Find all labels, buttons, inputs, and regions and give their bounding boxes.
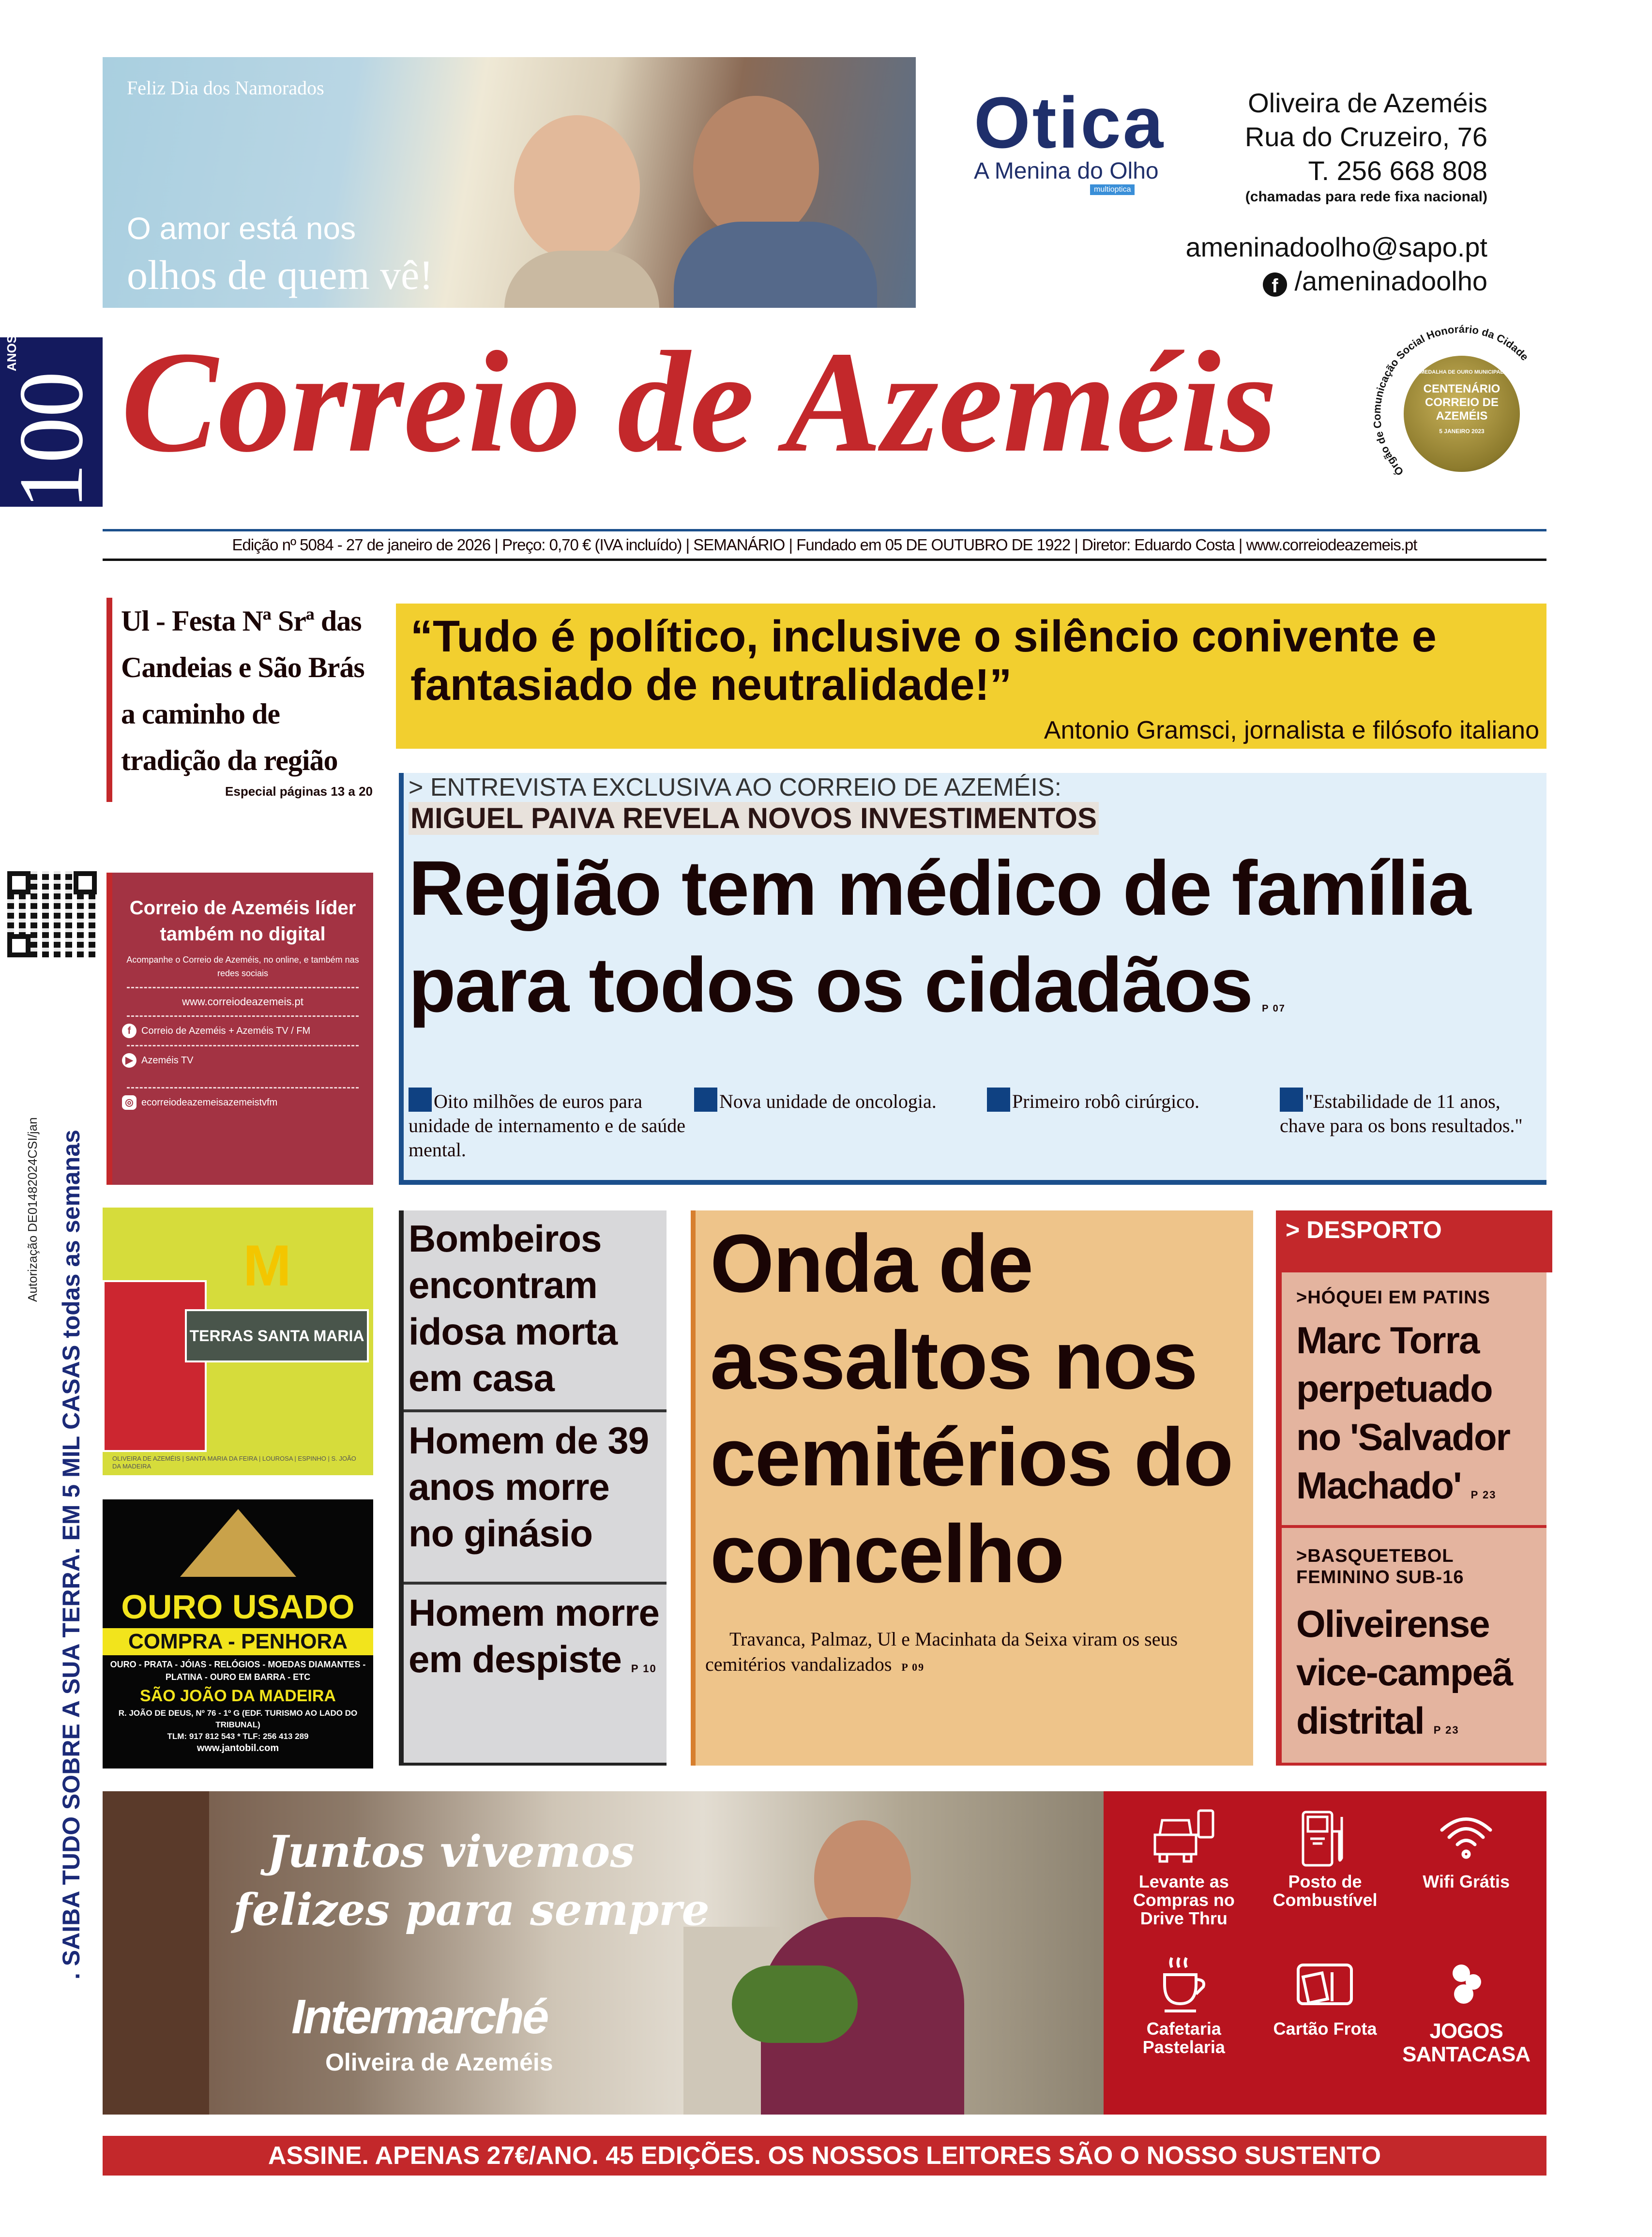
otica-advertisement[interactable] xyxy=(103,57,1492,308)
multioptica-badge: multioptica xyxy=(1090,184,1135,195)
sports-category: >HÓQUEI EM PATINS xyxy=(1296,1287,1490,1308)
woman-face xyxy=(514,115,640,260)
news-item[interactable]: Homem morre em despiste P 10 xyxy=(409,1591,659,1680)
ouro-city: SÃO JOÃO DA MADEIRA xyxy=(140,1687,336,1705)
anniversary-number: 100 xyxy=(0,371,102,510)
intermarche-advertisement[interactable] xyxy=(103,1791,1546,2115)
sports-page: P 23 xyxy=(1470,1489,1497,1501)
bullet-item: Nova unidade de oncologia. xyxy=(694,1088,987,1162)
edition-info-line: Edição nº 5084 - 27 de janeiro de 2026 | Preço: 0,70 € (IVA incluído) | SEMANÁRIO | Fundado em 05 DE OUTUBRO DE 1922 | Diretor: Eduardo Costa | www.correiodeazemeis.pt xyxy=(103,529,1546,561)
intermarche-slogan-2: felizes para sempre xyxy=(233,1884,710,1935)
woman-body xyxy=(504,251,659,308)
digital-promo-box xyxy=(106,873,373,1185)
sports-category: >BASQUETEBOL FEMININO SUB-16 xyxy=(1296,1546,1464,1587)
service-drive-thru: Levante as Compras no Drive Thru xyxy=(1113,1806,1255,1953)
anniversary-label: ANOS xyxy=(4,334,19,372)
interview-headline: Região tem médico de família para todos os cidadãos P 07 xyxy=(409,845,1470,1028)
instagram-icon: ◎ xyxy=(122,1095,136,1110)
drive-thru-icon xyxy=(1150,1806,1218,1869)
otica-facebook[interactable]: /ameninadoolho xyxy=(1294,265,1487,296)
mcdonalds-badge: TERRAS SANTA MARIA xyxy=(185,1309,369,1362)
sports-headline: Oliveirense vice-campeã distrital xyxy=(1296,1602,1513,1742)
lead-page: P 09 xyxy=(901,1661,925,1673)
sports-headline: Marc Torra perpetuado no 'Salvador Machado' xyxy=(1296,1319,1510,1507)
service-fleet-card: Cartão Frota xyxy=(1255,1953,1396,2100)
man-body xyxy=(674,222,877,308)
ouro-title: OURO USADO xyxy=(121,1588,355,1626)
feature-pages: Especial páginas 13 a 20 xyxy=(225,784,373,799)
gold-pyramid-icon xyxy=(180,1509,296,1577)
sports-page: P 23 xyxy=(1433,1724,1459,1736)
medal-top-text: MEDALHA DE OURO MUNICIPAL xyxy=(1420,369,1504,375)
authorization-note: Autorização DE01482024CSI/jan xyxy=(25,1117,40,1302)
otica-phone-note: (chamadas para rede fixa nacional) xyxy=(1245,189,1487,205)
news-item[interactable]: Bombeiros encontram idosa morta em casa xyxy=(409,1217,618,1399)
quote-author: Antonio Gramsci, jornalista e filósofo italiano xyxy=(1044,716,1539,744)
ad-tagline-line2: olhos de quem vê! xyxy=(127,252,433,298)
svg-text:Órgão de Comunicação Social Ho: Órgão de Comunicação Social Honorário da Cidade xyxy=(1370,323,1531,478)
ouro-phone: TLM: 917 812 543 * TLF: 256 413 289 xyxy=(167,1732,309,1741)
clover-icon xyxy=(1432,1953,1500,2016)
intermarche-slogan-1: Juntos vivemos xyxy=(267,1826,635,1877)
digital-instagram[interactable]: ecorreiodeazemeisazemeistvfm xyxy=(141,1097,278,1108)
sports-item[interactable] xyxy=(1282,1272,1546,1519)
subscribe-banner[interactable]: ASSINE. APENAS 27€/ANO. 45 EDIÇÕES. OS NOSSOS LEITORES SÃO O NOSSO SUSTENTO xyxy=(103,2136,1546,2176)
bullet-item: Primeiro robô cirúrgico. xyxy=(987,1088,1280,1162)
newspaper-title[interactable]: Correio de Azeméis xyxy=(121,321,1277,482)
man-face xyxy=(693,96,819,241)
ouro-items: OURO - PRATA - JÓIAS - RELÓGIOS - MOEDAS DIAMANTES - PLATINA - OURO EM BARRA - ETC xyxy=(110,1660,366,1682)
mcdonalds-arches-icon: M xyxy=(243,1233,291,1298)
news-briefs-column xyxy=(399,1210,667,1766)
sports-item[interactable] xyxy=(1282,1528,1546,1754)
ad-tagline-line1: O amor está nos xyxy=(127,211,356,246)
service-cafe: Cafetaria Pastelaria xyxy=(1113,1953,1255,2100)
happy-meal-box xyxy=(103,1280,207,1452)
ad-tagline-small: Feliz Dia dos Namorados xyxy=(127,77,324,99)
ouro-address: R. JOÃO DE DEUS, Nº 76 - 1º G (EDF. TURISMO AO LADO DO TRIBUNAL) xyxy=(118,1708,358,1729)
service-jogos-santacasa: JOGOS SANTACASA xyxy=(1395,1953,1537,2100)
service-fuel: Posto de Combustível xyxy=(1255,1806,1396,1953)
100-anos-logo xyxy=(0,334,103,510)
ouro-usado-advertisement[interactable] xyxy=(103,1499,373,1768)
intermarche-city: Oliveira de Azeméis xyxy=(325,2049,553,2076)
mcdonalds-locations: OLIVEIRA DE AZEMÉIS | SANTA MARIA DA FEIRA | LOUROSA | ESPINHO | S. JOÃO DA MADEIRA xyxy=(112,1455,356,1470)
ad-couple-photo xyxy=(103,57,916,308)
centenary-medal xyxy=(1370,319,1554,503)
fuel-pump-icon xyxy=(1291,1806,1359,1869)
youtube-icon: ▶ xyxy=(122,1053,136,1068)
sports-section xyxy=(1276,1210,1546,1766)
wifi-icon xyxy=(1432,1806,1500,1869)
digital-title: Correio de Azeméis líder também no digital xyxy=(129,897,356,945)
interview-page: P 07 xyxy=(1262,1003,1286,1014)
services-grid xyxy=(1104,1791,1546,2115)
sports-header[interactable]: > DESPORTO xyxy=(1276,1210,1552,1272)
intermarche-logo: Intermarché xyxy=(291,1990,547,2044)
digital-text: Acompanhe o Correio de Azeméis, no online, e também nas redes sociais xyxy=(126,955,359,978)
otica-contact xyxy=(1185,86,1487,298)
vertical-slogan: . SAIBA TUDO SOBRE A SUA TERRA. EM 5 MIL CASAS todas as semanas xyxy=(58,1130,85,1980)
ouro-subtitle: COMPRA - PENHORA xyxy=(103,1628,373,1655)
otica-logo xyxy=(974,82,1166,195)
mcdonalds-advertisement[interactable] xyxy=(103,1208,373,1475)
otica-address: Rua do Cruzeiro, 76 xyxy=(1244,121,1487,152)
facebook-icon: f xyxy=(1263,272,1287,297)
bullet-item: Oito milhões de euros para unidade de internamento e de saúde mental. xyxy=(409,1088,694,1162)
woman-with-broccoli xyxy=(732,1820,984,2115)
ouro-website: www.jantobil.com xyxy=(197,1743,279,1753)
quote-text: “Tudo é político, inclusive o silêncio conivente e fantasiado de neutralidade!” xyxy=(410,612,1437,710)
medal-ring-text xyxy=(1370,319,1554,503)
door xyxy=(103,1791,209,2115)
medal-date: 5 JANEIRO 2023 xyxy=(1439,428,1485,435)
street-photo xyxy=(103,1791,1104,2115)
digital-website[interactable]: www.correiodeazemeis.pt xyxy=(182,996,303,1008)
otica-city: Oliveira de Azeméis xyxy=(1248,88,1487,118)
facebook-icon: f xyxy=(122,1024,136,1038)
quote-box xyxy=(396,604,1546,749)
interview-kicker: > ENTREVISTA EXCLUSIVA AO CORREIO DE AZEMÉIS: xyxy=(409,773,1062,801)
bullet-item: "Estabilidade de 11 anos, chave para os bons resultados." xyxy=(1280,1088,1541,1162)
interview-subhead: MIGUEL PAIVA REVELA NOVOS INVESTIMENTOS xyxy=(409,802,1099,835)
lead-story[interactable] xyxy=(691,1210,1253,1766)
feature-story[interactable] xyxy=(106,598,378,802)
interview-story[interactable] xyxy=(399,773,1546,1185)
feature-headline: Ul - Festa Nª Srª das Candeias e São Brás a caminho de tradição da região xyxy=(121,605,364,776)
coffee-cup-icon xyxy=(1150,1953,1218,2016)
news-item[interactable]: Homem de 39 anos morre no ginásio xyxy=(409,1419,649,1555)
digital-facebook[interactable]: Correio de Azeméis + Azeméis TV / FM xyxy=(141,1026,311,1036)
qr-code[interactable] xyxy=(7,871,97,957)
lead-headline: Onda de assaltos nos cemitérios do concelho xyxy=(710,1218,1233,1600)
fleet-card-icon xyxy=(1291,1953,1359,2016)
otica-brand-sub: A Menina do Olho xyxy=(974,158,1159,184)
otica-email[interactable]: ameninadoolho@sapo.pt xyxy=(1185,231,1487,262)
otica-brand: Otica xyxy=(974,82,1166,163)
lead-summary: Travanca, Palmaz, Ul e Macinhata da Seixa viram os seus cemitérios vandalizados P 09 xyxy=(705,1628,1178,1675)
otica-phone: T. 256 668 808 xyxy=(1308,155,1487,186)
medal-text: CENTENÁRIO CORREIO DE AZEMÉIS xyxy=(1423,382,1500,423)
news-page: P 10 xyxy=(631,1663,657,1675)
service-wifi: Wifi Grátis xyxy=(1395,1806,1537,1953)
digital-youtube[interactable]: Azeméis TV xyxy=(141,1055,194,1066)
